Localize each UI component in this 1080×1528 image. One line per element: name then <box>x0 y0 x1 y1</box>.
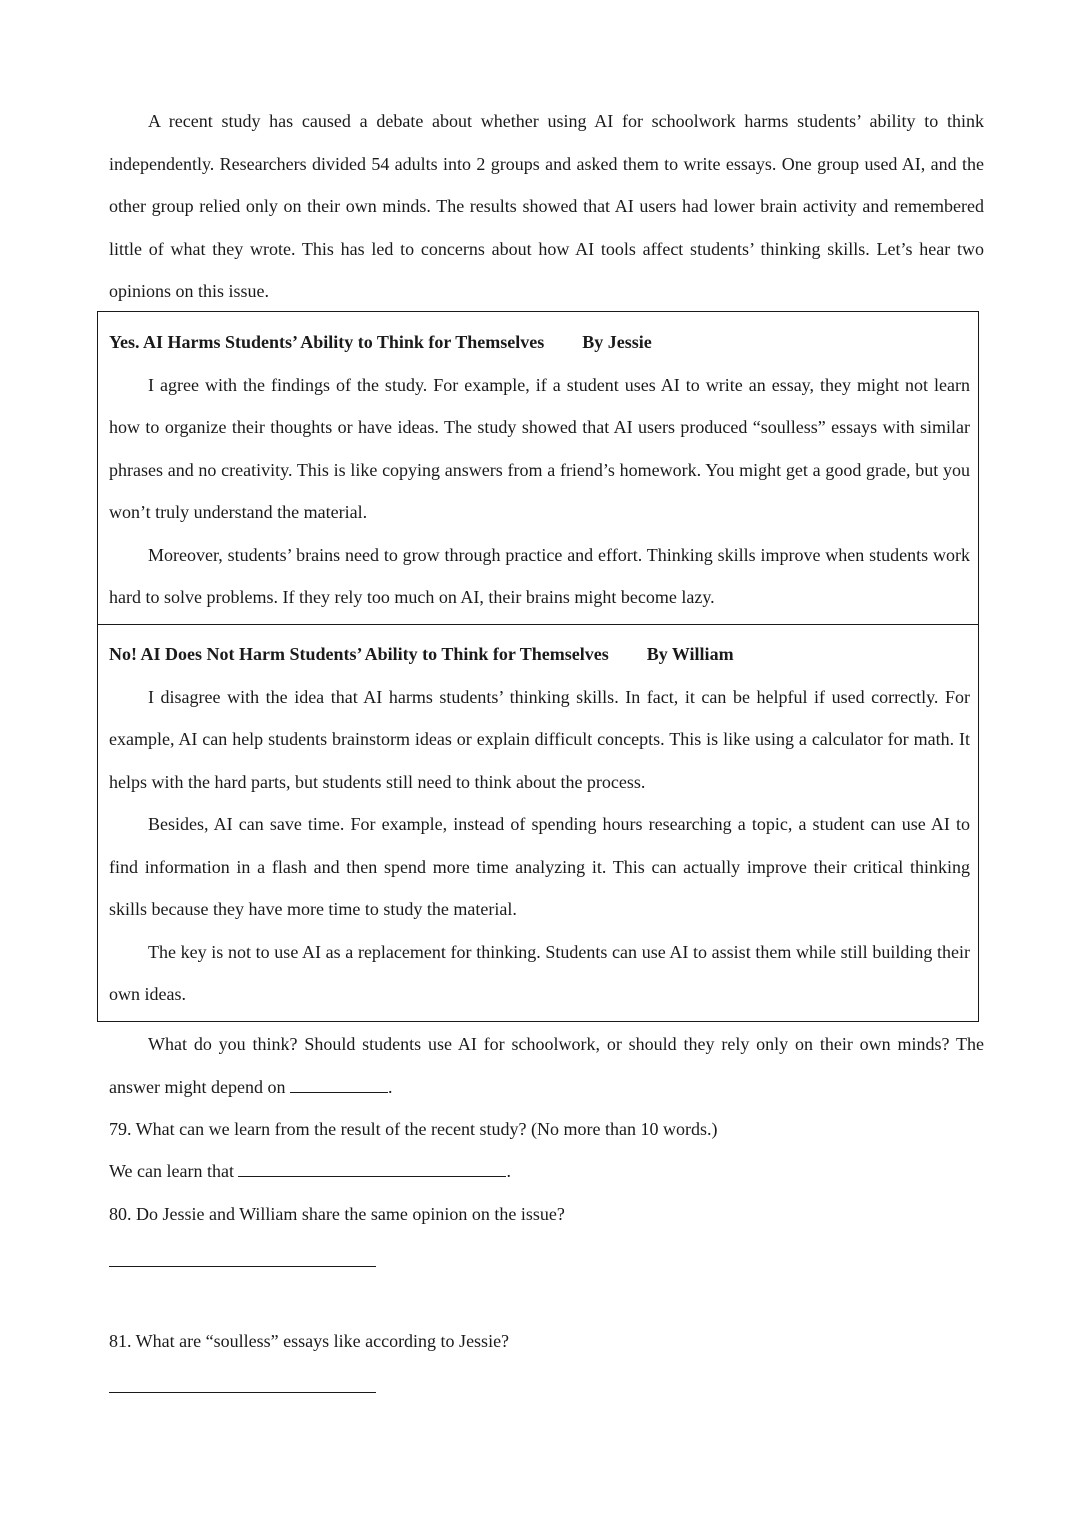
question-79-prefix: We can learn that <box>109 1161 239 1181</box>
outro-text: What do you think? Should students use AI for schoolwork, or should they rely only on their own minds? The answer might depend on <box>109 1034 984 1097</box>
opinion-no-author: By William <box>646 644 734 664</box>
outro-blank[interactable] <box>290 1072 388 1093</box>
question-81-answer-line[interactable] <box>109 1392 376 1393</box>
opinion-no-paragraph-1: I disagree with the idea that AI harms students’ thinking skills. In fact, it can be helpful if used correctly. For example, AI can help students brainstorm ideas or explain difficult concepts. This is like using a calculator for math. It helps with the hard parts, but students still need to think about the process. <box>109 686 970 792</box>
question-79-answer-row <box>109 1150 511 1193</box>
opinion-yes-heading <box>109 321 970 364</box>
question-79-blank[interactable] <box>238 1156 506 1177</box>
opinion-no-title: No! AI Does Not Harm Students’ Ability to Think for Themselves <box>109 644 609 664</box>
outro-period: . <box>387 1076 393 1097</box>
outro-paragraph <box>109 1023 984 1108</box>
question-79-suffix: . <box>506 1161 511 1181</box>
question-80: 80. Do Jessie and William share the same opinion on the issue? <box>109 1204 565 1224</box>
question-80-answer-line[interactable] <box>109 1266 376 1267</box>
opinion-yes-paragraph-2: Moreover, students’ brains need to grow through practice and effort. Thinking skills improve when students work hard to solve problems. If they rely too much on AI, their brains might become lazy. <box>109 544 970 607</box>
opinion-no-paragraph-3: The key is not to use AI as a replacement for thinking. Students can use AI to assist them while still building their own ideas. <box>109 941 970 1004</box>
question-79: 79. What can we learn from the result of the recent study? (No more than 10 words.) <box>109 1119 718 1139</box>
intro-paragraph: A recent study has caused a debate about whether using AI for schoolwork harms students’ ability to think independently. Researchers divided 54 adults into 2 groups and asked them to write essays. One group used AI, and the other group relied only on their own minds. The results showed that AI users had lower brain activity and remembered little of what they wrote. This has led to concerns about how AI tools affect students’ thinking skills. Let’s hear two opinions on this issue. <box>109 111 984 301</box>
opinion-box-no <box>97 624 979 1022</box>
opinion-yes-paragraph-1: I agree with the findings of the study. For example, if a student uses AI to write an essay, they might not learn how to organize their thoughts or have ideas. The study showed that AI users produced “soulless” essays with similar phrases and no creativity. This is like copying answers from a friend’s homework. You might get a good grade, but you won’t truly understand the material. <box>109 374 970 522</box>
opinion-box-yes <box>97 311 979 625</box>
opinion-yes-author: By Jessie <box>582 332 652 352</box>
opinion-yes-title: Yes. AI Harms Students’ Ability to Think for Themselves <box>109 332 545 352</box>
opinion-no-heading <box>109 633 970 676</box>
opinion-no-paragraph-2: Besides, AI can save time. For example, instead of spending hours researching a topic, a student can use AI to find information in a flash and then spend more time analyzing it. This can actually improve their critical thinking skills because they have more time to study the material. <box>109 814 970 919</box>
question-81: 81. What are “soulless” essays like according to Jessie? <box>109 1331 510 1351</box>
